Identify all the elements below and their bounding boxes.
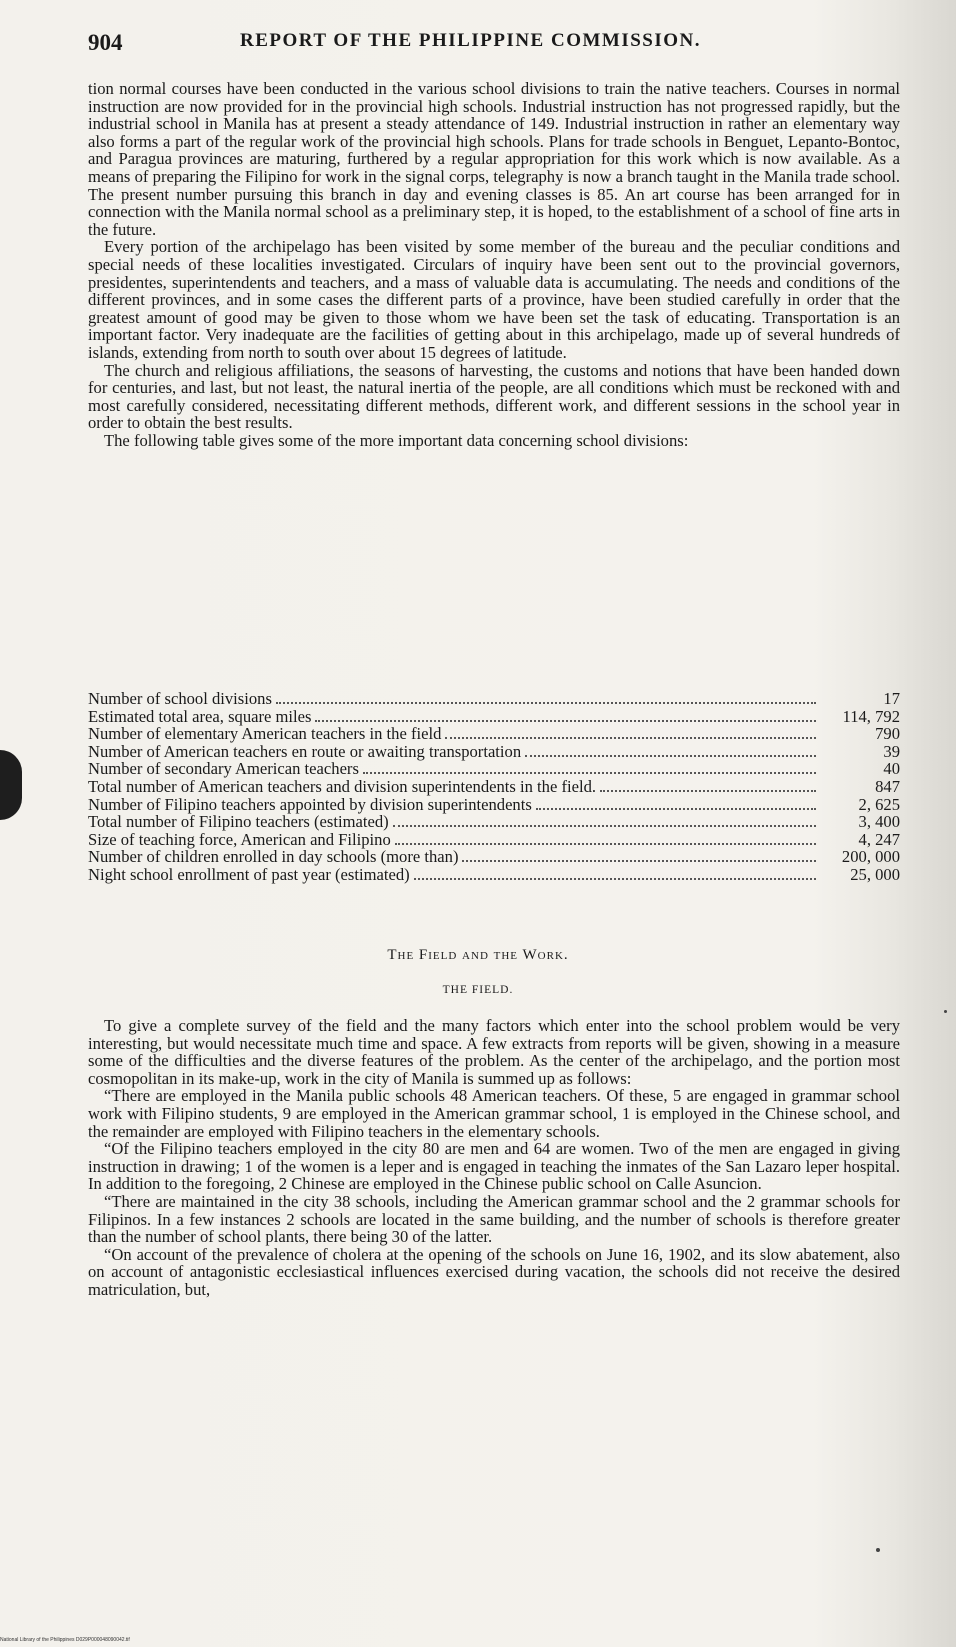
data-table <box>88 690 900 884</box>
row-label: Number of Filipino teachers appointed by division superintendents <box>88 794 532 814</box>
scan-credit: National Library of the Philippines D029P000048090042.tif <box>0 1637 130 1643</box>
row-label: Number of American teachers en route or awaiting transportation <box>88 741 522 761</box>
row-label: Estimated total area, square miles <box>88 706 312 726</box>
row-value: 847 <box>875 776 900 796</box>
paragraph: “There are maintained in the city 38 schools, including the American grammar school and the 2 grammar schools for Filipinos. In a few instances 2 schools are located in the same building, and the number of schools is therefore greater than the number of school plants, there being 30 of the latter. <box>88 1191 900 1247</box>
table-row <box>88 725 900 743</box>
paragraph: Every portion of the archipelago has been visited by some member of the bureau and the peculiar conditions and special needs of these localities investigated. Circulars of inquiry have been sent out to the provincial governors, presidentes, superintendents and teachers, and a mass of valuable data is accumulating. The needs and conditions of the different provinces, and in some cases the different parts of a province, have been studied carefully in order that the greatest amount of good may be given to those whom we have been set the task of educating. Transportation is an important factor. Very inadequate are the facilities of getting about in this archipelago, made up of several hundreds of islands, extending from north to south over about 15 degrees of latitude. <box>88 237 900 362</box>
table-row <box>88 796 900 814</box>
row-value: 25, 000 <box>850 864 900 884</box>
row-value: 3, 400 <box>858 812 900 832</box>
leader-dots <box>276 702 816 704</box>
row-value: 200, 000 <box>841 847 900 867</box>
sub-heading: THE FIELD. <box>442 984 514 996</box>
leader-dots <box>536 808 816 810</box>
body-text-top <box>88 80 900 449</box>
leader-dots <box>525 755 816 757</box>
paragraph: To give a complete survey of the field and the many factors which enter into the school problem would be very interesting, but would necessitate much time and space. A few extracts from reports will be given, showing in a measure some of the difficulties and the diverse features of the problem. As the center of the archipelago, and the portion most cosmopolitan in its make-up, work in the city of Manila is summed up as follows: <box>88 1016 900 1088</box>
paragraph: “On account of the prevalence of cholera at the opening of the schools on June 16, 1902, and its slow abatement, also on account of antagonistic ecclesiastical influences exercised during vacation, the schools did not receive the desired matriculation, but, <box>88 1244 900 1299</box>
paragraph: The following table gives some of the more important data concerning school divisions: <box>104 430 689 450</box>
leader-dots <box>445 737 816 739</box>
leader-dots <box>393 825 816 827</box>
scan-speck <box>876 1548 880 1552</box>
row-value: 17 <box>883 689 900 708</box>
body-text-bottom <box>88 1017 900 1299</box>
leader-dots <box>363 772 816 774</box>
leader-dots <box>600 790 816 792</box>
paragraph: “Of the Filipino teachers employed in the city 80 are men and 64 are women. Two of the men are engaged in giving instruction in drawing; 1 of the women is a leper and is engaged in teaching the inmates of the San Lazaro leper hospital. In addition to the foregoing, 2 Chinese are employed in the Chinese public school on Calle Asuncion. <box>88 1139 900 1194</box>
scan-speck <box>944 1010 947 1013</box>
row-value: 790 <box>875 724 900 744</box>
table-row <box>88 708 900 726</box>
row-label: Total number of American teachers and division superintendents in the field. <box>88 776 597 796</box>
table-row <box>88 778 900 796</box>
row-label: Number of school divisions <box>88 689 272 708</box>
row-label: Size of teaching force, American and Filipino <box>88 829 391 849</box>
table-row <box>88 743 900 761</box>
leader-dots <box>315 720 816 722</box>
paragraph: “There are employed in the Manila public schools 48 American teachers. Of these, 5 are engaged in grammar school work with Filipino students, 9 are employed in the American grammar school, 1 is employed in the Chinese school, and the remainder are employed with Filipino teachers in the elementary schools. <box>88 1086 900 1141</box>
paragraph: tion normal courses have been conducted in the various school divisions to train the native teachers. Courses in normal instruction are now provided for in the provincial high schools. Industrial instruction has not progressed rapidly, but the industrial school in Manila has at present a steady attendance of 149. Industrial instruction in rather an elementary way also forms a part of the regular work of the provincial high schools. Plans for trade schools in Benguet, Lepanto-Bontoc, and Paragua provinces are maturing, furthered by a regular appropriation for this work which is now available. As a means of preparing the Filipino for work in the signal corps, telegraphy is now a branch taught in the Manila trade school. The present number pursuing this branch in day and evening classes is 85. An art course has been arranged for in connection with the Manila normal school as a preliminary step, it is hoped, to the establishment of a school of fine arts in the future. <box>88 79 900 239</box>
row-value: 40 <box>883 759 900 779</box>
row-value: 39 <box>883 741 900 761</box>
row-label: Total number of Filipino teachers (estimated) <box>88 812 389 832</box>
leader-dots <box>395 843 816 845</box>
table-row <box>88 690 900 708</box>
table-row <box>88 760 900 778</box>
row-value: 2, 625 <box>858 794 900 814</box>
table-row <box>88 848 900 866</box>
leader-dots <box>462 860 816 862</box>
page-number: 904 <box>88 30 123 55</box>
running-head: REPORT OF THE PHILIPPINE COMMISSION. <box>240 30 702 51</box>
row-label: Number of elementary American teachers in the field <box>88 724 442 744</box>
row-label: Number of secondary American teachers <box>88 759 359 779</box>
row-value: 114, 792 <box>842 706 900 726</box>
table-row <box>88 813 900 831</box>
row-value: 4, 247 <box>858 829 900 849</box>
scan-blot <box>0 750 22 820</box>
row-label: Number of children enrolled in day schools (more than) <box>88 847 459 867</box>
table-row <box>88 866 900 884</box>
table-row <box>88 831 900 849</box>
paragraph: The church and religious affiliations, the seasons of harvesting, the customs and notions that have been handed down for centuries, and last, but not least, the natural inertia of the people, are all conditions which must be reckoned with and most carefully considered, necessitating different methods, different work, and different sessions in the school year in order to obtain the best results. <box>88 360 900 433</box>
section-heading: The Field and the Work. <box>387 947 569 963</box>
leader-dots <box>414 878 816 880</box>
row-label: Night school enrollment of past year (estimated) <box>88 864 410 884</box>
